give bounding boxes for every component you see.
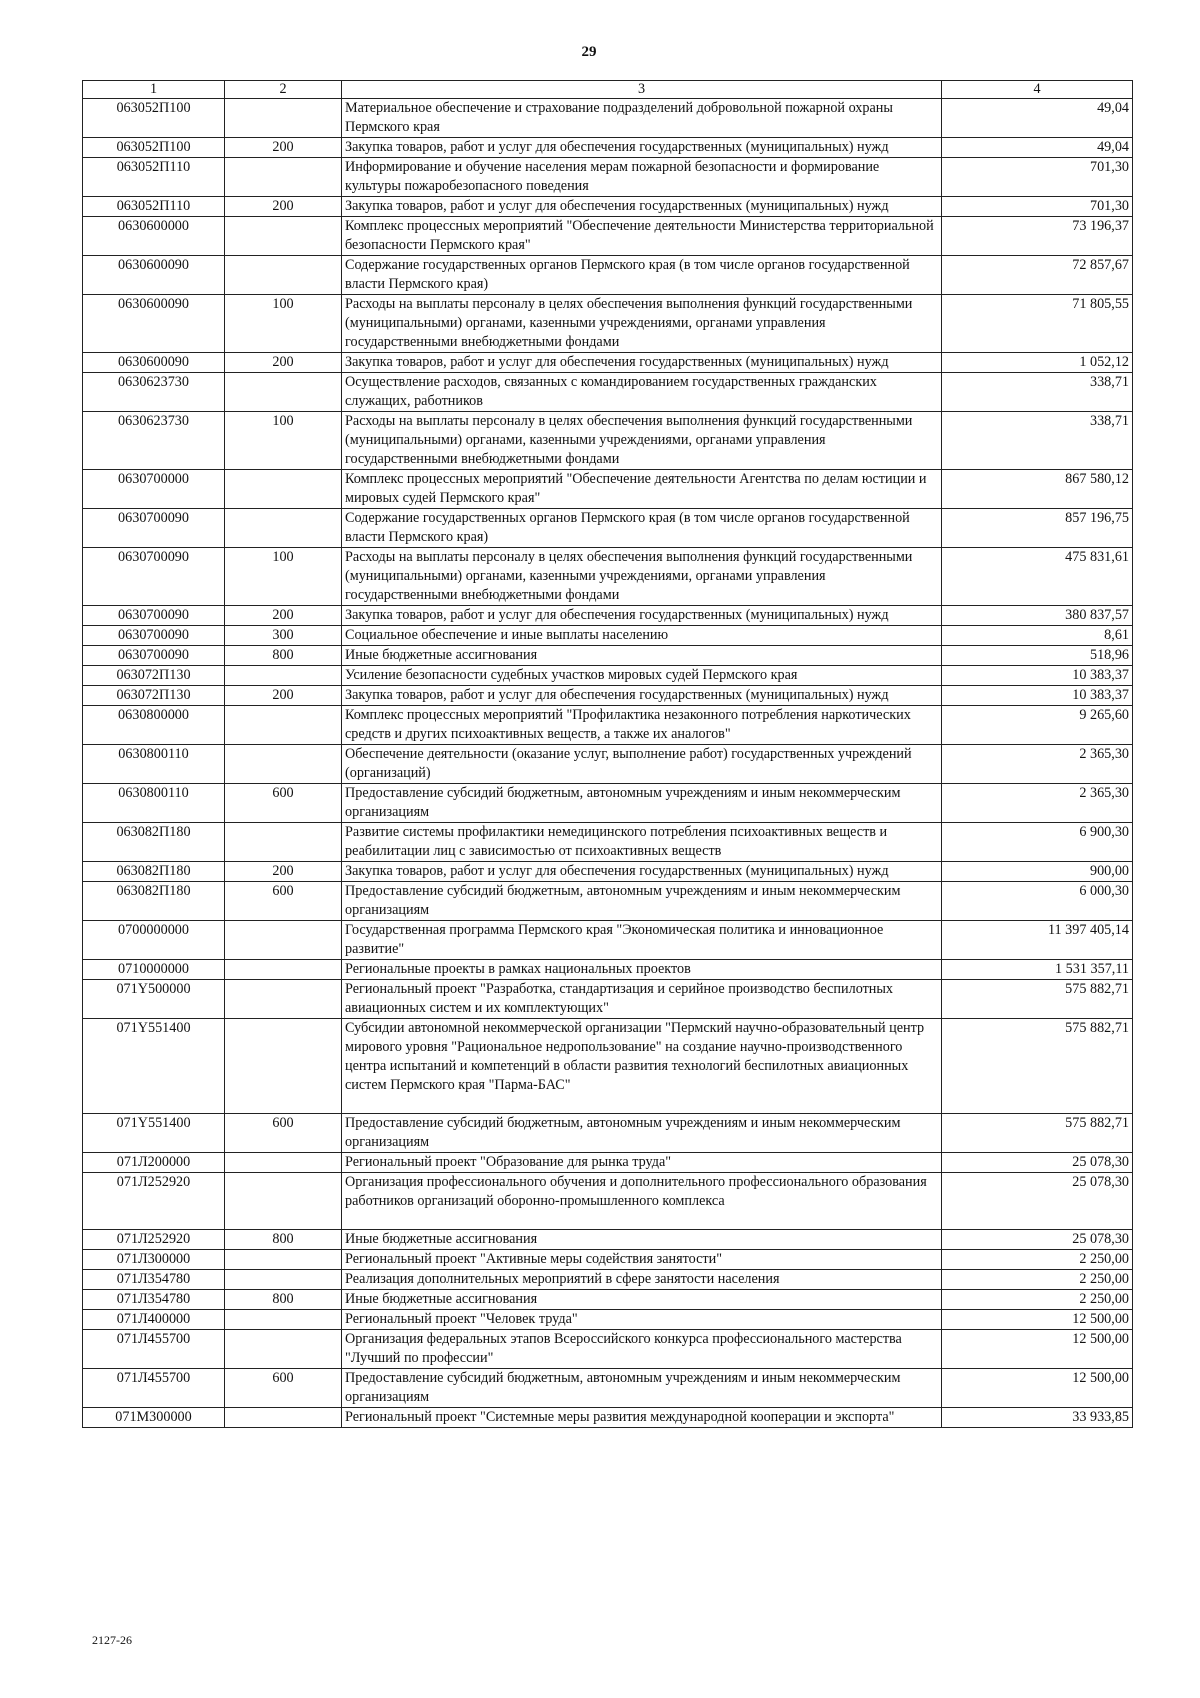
row-code-cell: 0630800000 xyxy=(83,706,225,745)
table-row xyxy=(83,1369,1133,1408)
table-row xyxy=(83,1173,1133,1230)
row-kvr-cell: 200 xyxy=(225,197,342,217)
table-body xyxy=(83,99,1133,1428)
budget-table xyxy=(82,80,1133,1428)
row-code-cell: 063082П180 xyxy=(83,862,225,882)
row-sum-cell: 73 196,37 xyxy=(942,217,1133,256)
row-sum-cell: 25 078,30 xyxy=(942,1173,1133,1230)
table-row xyxy=(83,373,1133,412)
row-code-cell: 071Y500000 xyxy=(83,980,225,1019)
row-kvr-cell xyxy=(225,1408,342,1428)
table-row xyxy=(83,1153,1133,1173)
row-name-cell: Закупка товаров, работ и услуг для обеспечения государственных (муниципальных) нужд xyxy=(342,353,942,373)
row-sum-cell: 10 383,37 xyxy=(942,666,1133,686)
row-name-cell: Осуществление расходов, связанных с командированием государственных гражданских служащих, работников xyxy=(342,373,942,412)
row-code-cell: 0630700090 xyxy=(83,548,225,606)
row-name-cell: Расходы на выплаты персоналу в целях обеспечения выполнения функций государственными (муниципальными) органами, казенными учреждениями, органами управления государственными внебюджетными фондами xyxy=(342,412,942,470)
row-code-cell: 0630700090 xyxy=(83,646,225,666)
row-code-cell: 063082П180 xyxy=(83,823,225,862)
table-row xyxy=(83,686,1133,706)
table-row xyxy=(83,1019,1133,1114)
row-sum-cell: 2 250,00 xyxy=(942,1250,1133,1270)
row-kvr-cell: 200 xyxy=(225,353,342,373)
row-code-cell: 063082П180 xyxy=(83,882,225,921)
row-name-cell: Развитие системы профилактики немедицинского потребления психоактивных веществ и реабилитации лиц с зависимостью от психоактивных веществ xyxy=(342,823,942,862)
header-col-2: 2 xyxy=(225,81,342,99)
row-sum-cell: 6 900,30 xyxy=(942,823,1133,862)
row-name-cell: Информирование и обучение населения мерам пожарной безопасности и формирование культуры пожаробезопасного поведения xyxy=(342,158,942,197)
table-row xyxy=(83,606,1133,626)
row-code-cell: 0630700090 xyxy=(83,626,225,646)
row-kvr-cell: 100 xyxy=(225,295,342,353)
table-row xyxy=(83,646,1133,666)
row-kvr-cell xyxy=(225,1330,342,1369)
row-kvr-cell: 100 xyxy=(225,412,342,470)
row-code-cell: 063052П110 xyxy=(83,197,225,217)
table-row xyxy=(83,1230,1133,1250)
row-sum-cell: 475 831,61 xyxy=(942,548,1133,606)
row-code-cell: 071Л252920 xyxy=(83,1230,225,1250)
row-sum-cell: 380 837,57 xyxy=(942,606,1133,626)
row-sum-cell: 9 265,60 xyxy=(942,706,1133,745)
row-name-cell: Региональные проекты в рамках национальных проектов xyxy=(342,960,942,980)
row-code-cell: 071Л455700 xyxy=(83,1369,225,1408)
row-name-cell: Содержание государственных органов Пермского края (в том числе органов государственной власти Пермского края) xyxy=(342,509,942,548)
row-kvr-cell: 300 xyxy=(225,626,342,646)
table-row xyxy=(83,784,1133,823)
table-row xyxy=(83,353,1133,373)
table-row xyxy=(83,99,1133,138)
row-kvr-cell: 600 xyxy=(225,1114,342,1153)
row-kvr-cell xyxy=(225,1310,342,1330)
row-name-cell: Региональный проект "Системные меры развития международной кооперации и экспорта" xyxy=(342,1408,942,1428)
row-code-cell: 071Y551400 xyxy=(83,1114,225,1153)
row-name-cell: Закупка товаров, работ и услуг для обеспечения государственных (муниципальных) нужд xyxy=(342,686,942,706)
header-col-1: 1 xyxy=(83,81,225,99)
row-sum-cell: 518,96 xyxy=(942,646,1133,666)
row-sum-cell: 575 882,71 xyxy=(942,1114,1133,1153)
row-code-cell: 0630600000 xyxy=(83,217,225,256)
row-name-cell: Государственная программа Пермского края "Экономическая политика и инновационное развитие" xyxy=(342,921,942,960)
row-sum-cell: 575 882,71 xyxy=(942,1019,1133,1114)
row-kvr-cell xyxy=(225,217,342,256)
table-row xyxy=(83,295,1133,353)
row-code-cell: 063072П130 xyxy=(83,686,225,706)
row-code-cell: 071Л252920 xyxy=(83,1173,225,1230)
row-name-cell: Региональный проект "Разработка, стандартизация и серийное производство беспилотных авиационных систем и их комплектующих" xyxy=(342,980,942,1019)
table-row xyxy=(83,412,1133,470)
row-sum-cell: 2 250,00 xyxy=(942,1290,1133,1310)
row-kvr-cell xyxy=(225,980,342,1019)
row-name-cell: Реализация дополнительных мероприятий в сфере занятости населения xyxy=(342,1270,942,1290)
row-kvr-cell xyxy=(225,509,342,548)
row-kvr-cell xyxy=(225,823,342,862)
row-name-cell: Усиление безопасности судебных участков мировых судей Пермского края xyxy=(342,666,942,686)
row-name-cell: Комплекс процессных мероприятий "Обеспечение деятельности Агентства по делам юстиции и мировых судей Пермского края" xyxy=(342,470,942,509)
row-code-cell: 0630700090 xyxy=(83,509,225,548)
row-name-cell: Предоставление субсидий бюджетным, автономным учреждениям и иным некоммерческим организациям xyxy=(342,784,942,823)
table-header-row xyxy=(83,81,1133,99)
row-name-cell: Обеспечение деятельности (оказание услуг, выполнение работ) государственных учреждений (организаций) xyxy=(342,745,942,784)
row-kvr-cell xyxy=(225,960,342,980)
row-name-cell: Региональный проект "Образование для рынка труда" xyxy=(342,1153,942,1173)
table-row xyxy=(83,256,1133,295)
row-name-cell: Предоставление субсидий бюджетным, автономным учреждениям и иным некоммерческим организациям xyxy=(342,882,942,921)
table-row xyxy=(83,1270,1133,1290)
row-kvr-cell: 800 xyxy=(225,1230,342,1250)
table-row xyxy=(83,980,1133,1019)
row-name-cell: Закупка товаров, работ и услуг для обеспечения государственных (муниципальных) нужд xyxy=(342,197,942,217)
table-row xyxy=(83,745,1133,784)
header-col-3: 3 xyxy=(342,81,942,99)
row-name-cell: Закупка товаров, работ и услуг для обеспечения государственных (муниципальных) нужд xyxy=(342,862,942,882)
row-code-cell: 0630800110 xyxy=(83,784,225,823)
row-kvr-cell xyxy=(225,470,342,509)
row-sum-cell: 25 078,30 xyxy=(942,1230,1133,1250)
row-code-cell: 071Л354780 xyxy=(83,1290,225,1310)
table-row xyxy=(83,921,1133,960)
row-kvr-cell xyxy=(225,158,342,197)
table-row xyxy=(83,862,1133,882)
row-code-cell: 0630800110 xyxy=(83,745,225,784)
row-sum-cell: 12 500,00 xyxy=(942,1310,1133,1330)
row-kvr-cell xyxy=(225,1173,342,1230)
row-sum-cell: 1 052,12 xyxy=(942,353,1133,373)
row-name-cell: Комплекс процессных мероприятий "Профилактика незаконного потребления наркотических средств и других психоактивных веществ, а также их аналогов" xyxy=(342,706,942,745)
row-kvr-cell: 800 xyxy=(225,646,342,666)
row-kvr-cell: 600 xyxy=(225,784,342,823)
row-code-cell: 0630600090 xyxy=(83,353,225,373)
row-sum-cell: 49,04 xyxy=(942,138,1133,158)
table-row xyxy=(83,1290,1133,1310)
row-code-cell: 0630623730 xyxy=(83,412,225,470)
row-name-cell: Иные бюджетные ассигнования xyxy=(342,646,942,666)
row-name-cell: Иные бюджетные ассигнования xyxy=(342,1230,942,1250)
row-code-cell: 0710000000 xyxy=(83,960,225,980)
row-sum-cell: 10 383,37 xyxy=(942,686,1133,706)
table-row xyxy=(83,158,1133,197)
row-code-cell: 0630600090 xyxy=(83,295,225,353)
row-name-cell: Расходы на выплаты персоналу в целях обеспечения выполнения функций государственными (муниципальными) органами, казенными учреждениями, органами управления государственными внебюджетными фондами xyxy=(342,295,942,353)
table-row xyxy=(83,1330,1133,1369)
row-kvr-cell: 200 xyxy=(225,138,342,158)
row-code-cell: 071Y551400 xyxy=(83,1019,225,1114)
row-kvr-cell: 200 xyxy=(225,862,342,882)
row-sum-cell: 2 365,30 xyxy=(942,745,1133,784)
row-code-cell: 0630623730 xyxy=(83,373,225,412)
table-row xyxy=(83,138,1133,158)
row-sum-cell: 900,00 xyxy=(942,862,1133,882)
row-kvr-cell xyxy=(225,256,342,295)
row-code-cell: 063052П100 xyxy=(83,99,225,138)
row-kvr-cell xyxy=(225,666,342,686)
row-sum-cell: 25 078,30 xyxy=(942,1153,1133,1173)
row-name-cell: Региональный проект "Человек труда" xyxy=(342,1310,942,1330)
row-code-cell: 0700000000 xyxy=(83,921,225,960)
row-sum-cell: 867 580,12 xyxy=(942,470,1133,509)
row-kvr-cell xyxy=(225,373,342,412)
row-sum-cell: 72 857,67 xyxy=(942,256,1133,295)
table-row xyxy=(83,1114,1133,1153)
row-code-cell: 071Л300000 xyxy=(83,1250,225,1270)
page-number: 29 xyxy=(581,44,597,60)
row-sum-cell: 6 000,30 xyxy=(942,882,1133,921)
row-kvr-cell: 600 xyxy=(225,1369,342,1408)
row-name-cell: Организация федеральных этапов Всероссийского конкурса профессионального мастерства "Лучший по профессии" xyxy=(342,1330,942,1369)
row-code-cell: 063052П100 xyxy=(83,138,225,158)
row-name-cell: Закупка товаров, работ и услуг для обеспечения государственных (муниципальных) нужд xyxy=(342,606,942,626)
row-kvr-cell: 200 xyxy=(225,606,342,626)
row-sum-cell: 701,30 xyxy=(942,197,1133,217)
row-kvr-cell xyxy=(225,706,342,745)
row-name-cell: Иные бюджетные ассигнования xyxy=(342,1290,942,1310)
row-kvr-cell xyxy=(225,1250,342,1270)
table-row xyxy=(83,197,1133,217)
row-sum-cell: 1 531 357,11 xyxy=(942,960,1133,980)
table-row xyxy=(83,548,1133,606)
row-name-cell: Социальное обеспечение и иные выплаты населению xyxy=(342,626,942,646)
row-name-cell: Содержание государственных органов Пермского края (в том числе органов государственной власти Пермского края) xyxy=(342,256,942,295)
row-kvr-cell xyxy=(225,1019,342,1114)
row-name-cell: Закупка товаров, работ и услуг для обеспечения государственных (муниципальных) нужд xyxy=(342,138,942,158)
table-row xyxy=(83,1408,1133,1428)
row-sum-cell: 49,04 xyxy=(942,99,1133,138)
row-code-cell: 0630700090 xyxy=(83,606,225,626)
row-name-cell: Комплекс процессных мероприятий "Обеспечение деятельности Министерства территориальной безопасности Пермского края" xyxy=(342,217,942,256)
row-kvr-cell: 200 xyxy=(225,686,342,706)
row-sum-cell: 857 196,75 xyxy=(942,509,1133,548)
table-row xyxy=(83,470,1133,509)
table-row xyxy=(83,217,1133,256)
header-col-4: 4 xyxy=(942,81,1133,99)
row-code-cell: 071Л455700 xyxy=(83,1330,225,1369)
row-name-cell: Материальное обеспечение и страхование подразделений добровольной пожарной охраны Пермского края xyxy=(342,99,942,138)
footer-document-code: 2127-26 xyxy=(92,1633,132,1647)
row-kvr-cell xyxy=(225,745,342,784)
row-code-cell: 071Л200000 xyxy=(83,1153,225,1173)
table-row xyxy=(83,882,1133,921)
table-row xyxy=(83,1310,1133,1330)
row-sum-cell: 575 882,71 xyxy=(942,980,1133,1019)
row-sum-cell: 33 933,85 xyxy=(942,1408,1133,1428)
row-name-cell: Предоставление субсидий бюджетным, автономным учреждениям и иным некоммерческим организациям xyxy=(342,1369,942,1408)
row-name-cell: Предоставление субсидий бюджетным, автономным учреждениям и иным некоммерческим организациям xyxy=(342,1114,942,1153)
table-row xyxy=(83,823,1133,862)
row-sum-cell: 12 500,00 xyxy=(942,1369,1133,1408)
row-kvr-cell xyxy=(225,1153,342,1173)
row-name-cell: Организация профессионального обучения и дополнительного профессионального образования работников организаций оборонно-промышленного комплекса xyxy=(342,1173,942,1230)
row-sum-cell: 701,30 xyxy=(942,158,1133,197)
table-row xyxy=(83,1250,1133,1270)
row-code-cell: 071М300000 xyxy=(83,1408,225,1428)
row-name-cell: Субсидии автономной некоммерческой организации "Пермский научно-образовательный центр мирового уровня "Рациональное недропользование" на создание научно-производственного центра испытаний и компетенций в области развития технологий беспилотных авиационных систем Пермского края "Парма-БАС" xyxy=(342,1019,942,1114)
table-row xyxy=(83,509,1133,548)
row-kvr-cell: 600 xyxy=(225,882,342,921)
row-sum-cell: 11 397 405,14 xyxy=(942,921,1133,960)
row-code-cell: 0630700000 xyxy=(83,470,225,509)
row-kvr-cell: 800 xyxy=(225,1290,342,1310)
row-kvr-cell xyxy=(225,1270,342,1290)
row-code-cell: 063052П110 xyxy=(83,158,225,197)
table-row xyxy=(83,626,1133,646)
row-kvr-cell: 100 xyxy=(225,548,342,606)
row-sum-cell: 8,61 xyxy=(942,626,1133,646)
table-row xyxy=(83,666,1133,686)
row-sum-cell: 12 500,00 xyxy=(942,1330,1133,1369)
row-sum-cell: 71 805,55 xyxy=(942,295,1133,353)
row-kvr-cell xyxy=(225,99,342,138)
row-code-cell: 071Л354780 xyxy=(83,1270,225,1290)
row-sum-cell: 338,71 xyxy=(942,373,1133,412)
row-name-cell: Расходы на выплаты персоналу в целях обеспечения выполнения функций государственными (муниципальными) органами, казенными учреждениями, органами управления государственными внебюджетными фондами xyxy=(342,548,942,606)
row-sum-cell: 2 250,00 xyxy=(942,1270,1133,1290)
table-row xyxy=(83,960,1133,980)
row-kvr-cell xyxy=(225,921,342,960)
row-code-cell: 071Л400000 xyxy=(83,1310,225,1330)
row-code-cell: 063072П130 xyxy=(83,666,225,686)
row-sum-cell: 2 365,30 xyxy=(942,784,1133,823)
row-sum-cell: 338,71 xyxy=(942,412,1133,470)
table-row xyxy=(83,706,1133,745)
row-name-cell: Региональный проект "Активные меры содействия занятости" xyxy=(342,1250,942,1270)
row-code-cell: 0630600090 xyxy=(83,256,225,295)
